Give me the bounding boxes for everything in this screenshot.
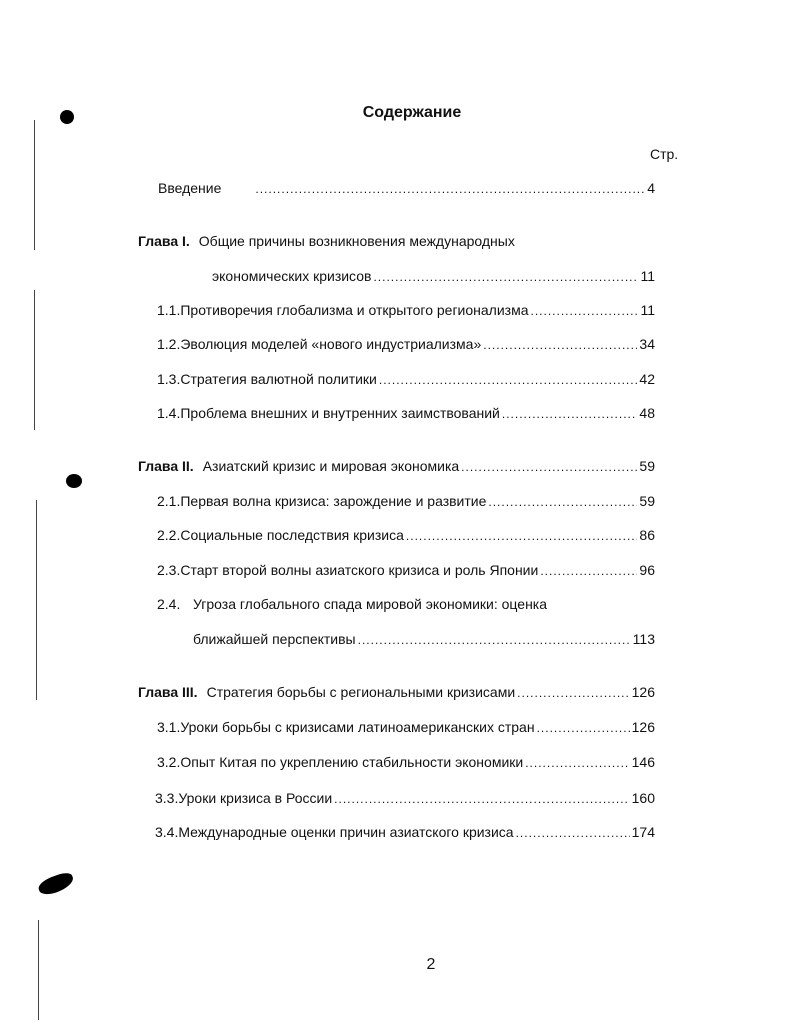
toc-page-number: 4	[647, 180, 655, 196]
dot-leader	[537, 718, 630, 738]
dot-leader	[540, 561, 637, 581]
scan-edge-line	[34, 290, 35, 430]
toc-page-number: 42	[639, 371, 655, 387]
toc-entry-number: 1.1.	[157, 302, 181, 318]
toc-entry-text: Эволюция моделей «нового индустриализма»	[180, 336, 482, 352]
toc-entry-number: 1.4.	[157, 405, 181, 421]
toc-entry-text: Проблема внешних и внутренних заимствований	[180, 405, 500, 421]
toc-entry	[157, 560, 655, 580]
chapter-label: Глава I.	[138, 233, 190, 249]
toc-entry	[157, 403, 655, 423]
toc-page-number: 174	[631, 824, 655, 840]
dot-leader	[406, 526, 638, 546]
toc-entry	[157, 300, 655, 320]
toc-entry-text: Угроза глобального спада мировой экономики: оценка	[193, 596, 548, 612]
dot-leader	[483, 335, 637, 355]
dot-leader	[502, 404, 638, 424]
toc-page-number: 11	[640, 302, 655, 318]
toc-entry-text: Стратегия борьбы с региональными кризисами	[206, 684, 516, 700]
toc-page-number: 11	[640, 268, 655, 284]
toc-entry-number: 3.4.	[155, 824, 179, 840]
chapter-label: Глава III.	[138, 684, 198, 700]
toc-entry-text: Противоречия глобализма и открытого регионализма	[180, 302, 529, 318]
toc-entry	[157, 369, 655, 389]
toc-entry-text: Опыт Китая по укреплению стабильности экономики	[180, 754, 524, 770]
toc-page-number: 86	[639, 527, 655, 543]
toc-entry-number: 1.3.	[157, 371, 181, 387]
toc-entry-text: Уроки кризиса в России	[178, 790, 333, 806]
toc-entry	[157, 491, 655, 511]
toc-entry	[157, 717, 655, 737]
toc-entry-text: Общие причины возникновения международных	[198, 233, 515, 249]
toc-entry-text: Первая волна кризиса: зарождение и развитие	[180, 493, 487, 509]
scan-edge-line	[34, 120, 35, 250]
dot-leader	[488, 492, 637, 512]
toc-entry-continuation	[193, 629, 655, 649]
dot-leader	[531, 301, 639, 321]
toc-page-number: 113	[632, 631, 655, 647]
ink-blot-mark	[36, 870, 75, 897]
toc-entry-number: 3.3.	[155, 790, 179, 806]
toc-page-number: 146	[631, 754, 655, 770]
toc-entry	[155, 788, 655, 808]
toc-page-number: 59	[639, 493, 655, 509]
toc-page-number: 126	[631, 684, 655, 700]
toc-entry-number: 3.1.	[157, 719, 181, 735]
toc-chapter-heading	[138, 231, 515, 251]
toc-entry-intro	[158, 178, 655, 198]
scan-edge-line	[36, 500, 37, 700]
toc-entry-number: 2.4.	[157, 596, 181, 612]
toc-entry-text: экономических кризисов	[212, 268, 372, 284]
toc-entry-text: Азиатский кризис и мировая экономика	[202, 458, 460, 474]
dot-leader	[358, 630, 631, 650]
toc-entry-number: 3.2.	[157, 754, 181, 770]
toc-entry-text: Международные оценки причин азиатского кризиса	[178, 824, 514, 840]
toc-entry-text: Стратегия валютной политики	[180, 371, 377, 387]
toc-entry-text: Введение	[158, 180, 222, 196]
toc-entry-text: Уроки борьбы с кризисами латиноамериканских стран	[180, 719, 535, 735]
toc-page-number: 96	[639, 562, 655, 578]
toc-chapter-heading	[138, 456, 655, 476]
toc-chapter-heading	[138, 682, 655, 702]
toc-page-number: 160	[631, 790, 655, 806]
dot-leader	[525, 753, 629, 773]
toc-entry-text: Социальные последствия кризиса	[180, 527, 404, 543]
dot-leader	[255, 179, 645, 199]
dot-leader	[517, 683, 629, 703]
toc-entry	[157, 594, 547, 614]
toc-entry-number: 2.2.	[157, 527, 181, 543]
toc-entry-number: 1.2.	[157, 336, 181, 352]
toc-entry-text: Старт второй волны азиатского кризиса и роль Японии	[180, 562, 539, 578]
toc-entry-text: ближайшей перспективы	[193, 631, 356, 647]
toc-entry-number: 2.1.	[157, 493, 181, 509]
dot-leader	[334, 789, 629, 809]
chapter-label: Глава II.	[138, 458, 194, 474]
dot-leader	[516, 823, 630, 843]
toc-page-number: 48	[639, 405, 655, 421]
toc-entry	[155, 822, 655, 842]
page-number: 2	[426, 956, 436, 973]
punch-hole-mark	[66, 474, 82, 488]
dot-leader	[379, 370, 638, 390]
toc-chapter-continuation	[212, 266, 655, 286]
dot-leader	[373, 267, 638, 287]
page-column-label: Стр.	[650, 146, 679, 162]
page-title: Содержание	[362, 104, 462, 121]
dot-leader	[461, 457, 637, 477]
toc-page-number: 59	[639, 458, 655, 474]
toc-entry	[157, 525, 655, 545]
toc-entry-number: 2.3.	[157, 562, 181, 578]
toc-page-number: 34	[639, 336, 655, 352]
toc-entry	[157, 334, 655, 354]
toc-page-number: 126	[631, 719, 655, 735]
toc-entry	[157, 752, 655, 772]
